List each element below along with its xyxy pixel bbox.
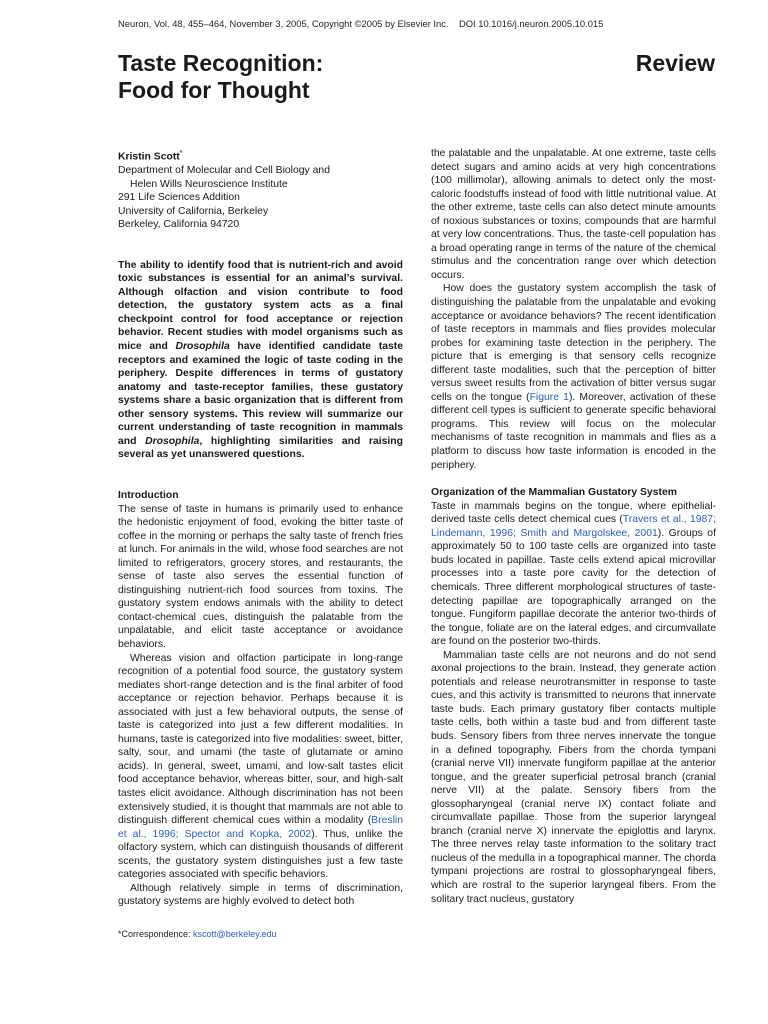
affiliation-line: University of California, Berkeley <box>118 205 269 217</box>
body-paragraph-4: Mammalian taste cells are not neurons and do not send axonal projections to the brain. Instead, they generate action potentials and release neurotransmitter in response to taste cues, and this activity is transmitted to neurons that innervate taste buds. Each primary gustatory fiber contacts multiple taste cells, both within a taste bud and from different taste buds. Sensory fibers from three nerves innervate the tongue in a defined topography. Fibers from the chorda tympani (cranial nerve VII) innervate fungiform papillae at the anterior tongue, and the greater superficial petrosal branch (cranial nerve VII) at the palate. Sensory fibers from the glossopharyngeal (cranial nerve IX) contact foliate and circumvallate papillae. Those from the superior laryngeal branch (cranial nerve X) innervate the epiglottis and larynx. The three nerves relay taste information to the solitary tract nucleus of the medulla in a topographical manner. The chorda tympani projections are rostral to glossopharyngeal fibers, which are rostral to the superior laryngeal fibers. From the solitary tract nucleus, gustatory <box>431 649 716 905</box>
intro-paragraph-3: Although relatively simple in terms of discrimination, gustatory systems are highly evolved to detect both <box>118 882 403 908</box>
title-line-2: Food for Thought <box>118 77 310 103</box>
intro-paragraph-2: Whereas vision and olfaction participate in long-range recognition of a potential food source, the gustatory system mediates short-range detection and is the final arbiter of food acceptance or rejection behavior. Perhaps because it is associated with just a few behavioral outputs, the sense of taste is categorized into just a few different modalities. In humans, taste is categorized into five modalities: sweet, bitter, salty, sour, and umami (the taste of glutamate or amino acids). In general, sweet, umami, and low-salt tastes elicit food acceptance behavior, whereas bitter, sour, and high-salt tastes elicit avoidance. Although discrimination has not been extensively studied, it is thought that mammals are not able to distinguish different chemical cues within a modality (Breslin et al., 1996; Spector and Kopka, 2002). Thus, unlike the olfactory system, which can distinguish thousands of different scents, the gustatory system distinguishes just a few taste categories associated with specific behaviors. <box>118 652 403 881</box>
correspondence-footnote: *Correspondence: kscott@berkeley.edu <box>118 929 277 939</box>
body-paragraph-2: How does the gustatory system accomplish the task of distinguishing the palatable from the unpalatable and evoking acceptance or avoidance behaviors? The recent identification of taste receptors in mammals and flies provides molecular probes for examining taste detection in the periphery. The picture that is emerging is that sensory cells recognize different taste modalities, such that the perception of bitter versus sweet results from the activation of bitter versus sugar cells on the tongue (Figure 1). Moreover, activation of these different cell types is sufficient to generate specific behavioral programs. This review will focus on the molecular mechanisms of taste recognition in mammals and flies as a platform to discuss how taste information is encoded in the periphery. <box>431 283 717 471</box>
abstract: The ability to identify food that is nutrient-rich and avoid toxic substances is essential for an animal’s survival. Although olfaction and vision contribute to food detection, the gustatory system acts as a final checkpoint control for food acceptance or rejection behavior. Recent studies with model organisms such as mice and Drosophila have identified candidate taste receptors and examined the logic of taste coding in the periphery. Despite differences in terms of gustatory anatomy and taste-receptor families, these gustatory systems share a basic organization that is different from other sensory systems. This review will summarize our current understanding of taste recognition in mammals and Drosophila, highlighting similarities and raising several as yet unanswered questions. <box>118 259 403 461</box>
section-label: Review <box>635 50 715 76</box>
correspondence-email-link[interactable]: kscott@berkeley.edu <box>193 929 277 939</box>
body-paragraph-3: Taste in mammals begins on the tongue, where epithelial-derived taste cells detect chemical cues (Travers et al., 1987; Lindemann, 1996; Smith and Margolskee, 2001). Groups of approximately 50 to 100 taste cells are organized into taste buds located in papillae. Taste cells extend apical microvillar processes into a taste pore cavity for the detection of chemicals. Three different morphological structures of taste-detecting papillae are topographically arranged on the tongue. Fungiform papillae decorate the anterior two-thirds of the tongue, foliate are on the lateral edges, and circumvallate are found on the posterior two-thirds. <box>431 500 716 648</box>
intro-paragraph-1: The sense of taste in humans is primarily used to enhance the hedonistic enjoyment of food, evoking the bitter taste of coffee in the morning or perhaps the salty taste of french fries at lunch. For animals in the wild, whose food searches are not limited to refrigerators, grocery stores, and restaurants, the sense of taste also serves the essential function of distinguishing nutrient-rich food sources from toxins. The gustatory system endows animals with the ability to detect contact-chemical cues, distinguish the palatable from the unpalatable, and elicit taste acceptance or avoidance behaviors. <box>118 503 403 650</box>
author-affiliation <box>118 164 403 232</box>
journal-header <box>118 18 603 29</box>
body-paragraph-1: the palatable and the unpalatable. At one extreme, taste cells detect sugars and amino acids at very high concentrations (100 millimolar), allowing animals to detect only the most-caloric foodstuffs instead of food with little nutritional value. At the other extreme, taste cells can also detect minute amounts of noxious substances or toxins, compounds that are harmful at very low concentrations. Thus, the taste-cell population has a broad operating range in terms of the nature of the chemical stimulus and the concentration range over which detection occurs. <box>431 148 716 281</box>
organization-heading: Organization of the Mammalian Gustatory System <box>431 487 677 499</box>
article-title <box>118 50 323 104</box>
affiliation-line: Helen Wills Neuroscience Institute <box>130 178 288 190</box>
right-column <box>431 147 716 906</box>
left-column <box>118 147 403 909</box>
doi: DOI 10.1016/j.neuron.2005.10.015 <box>458 18 604 29</box>
figure-1-link[interactable]: Figure 1 <box>529 391 569 403</box>
affiliation-line: Berkeley, California 94720 <box>118 219 240 231</box>
journal-citation: Neuron, Vol. 48, 455–464, November 3, 2005, Copyright ©2005 by Elsevier Inc. <box>118 18 449 29</box>
author-name: Kristin Scott* <box>118 150 183 163</box>
affiliation-line: 291 Life Sciences Addition <box>118 192 240 204</box>
introduction-heading: Introduction <box>118 489 179 501</box>
affiliation-line: Department of Molecular and Cell Biology and <box>118 165 330 177</box>
citation-link-breslin-spector[interactable]: Breslin et al., 1996; Spector and Kopka, 2002 <box>118 815 403 840</box>
citation-link-travers-lindemann-smith[interactable]: Travers et al., 1987; Lindemann, 1996; Smith and Margolskee, 2001 <box>431 514 716 539</box>
correspondence-mark[interactable]: * <box>179 150 183 157</box>
title-line-1: Taste Recognition: <box>118 50 324 76</box>
